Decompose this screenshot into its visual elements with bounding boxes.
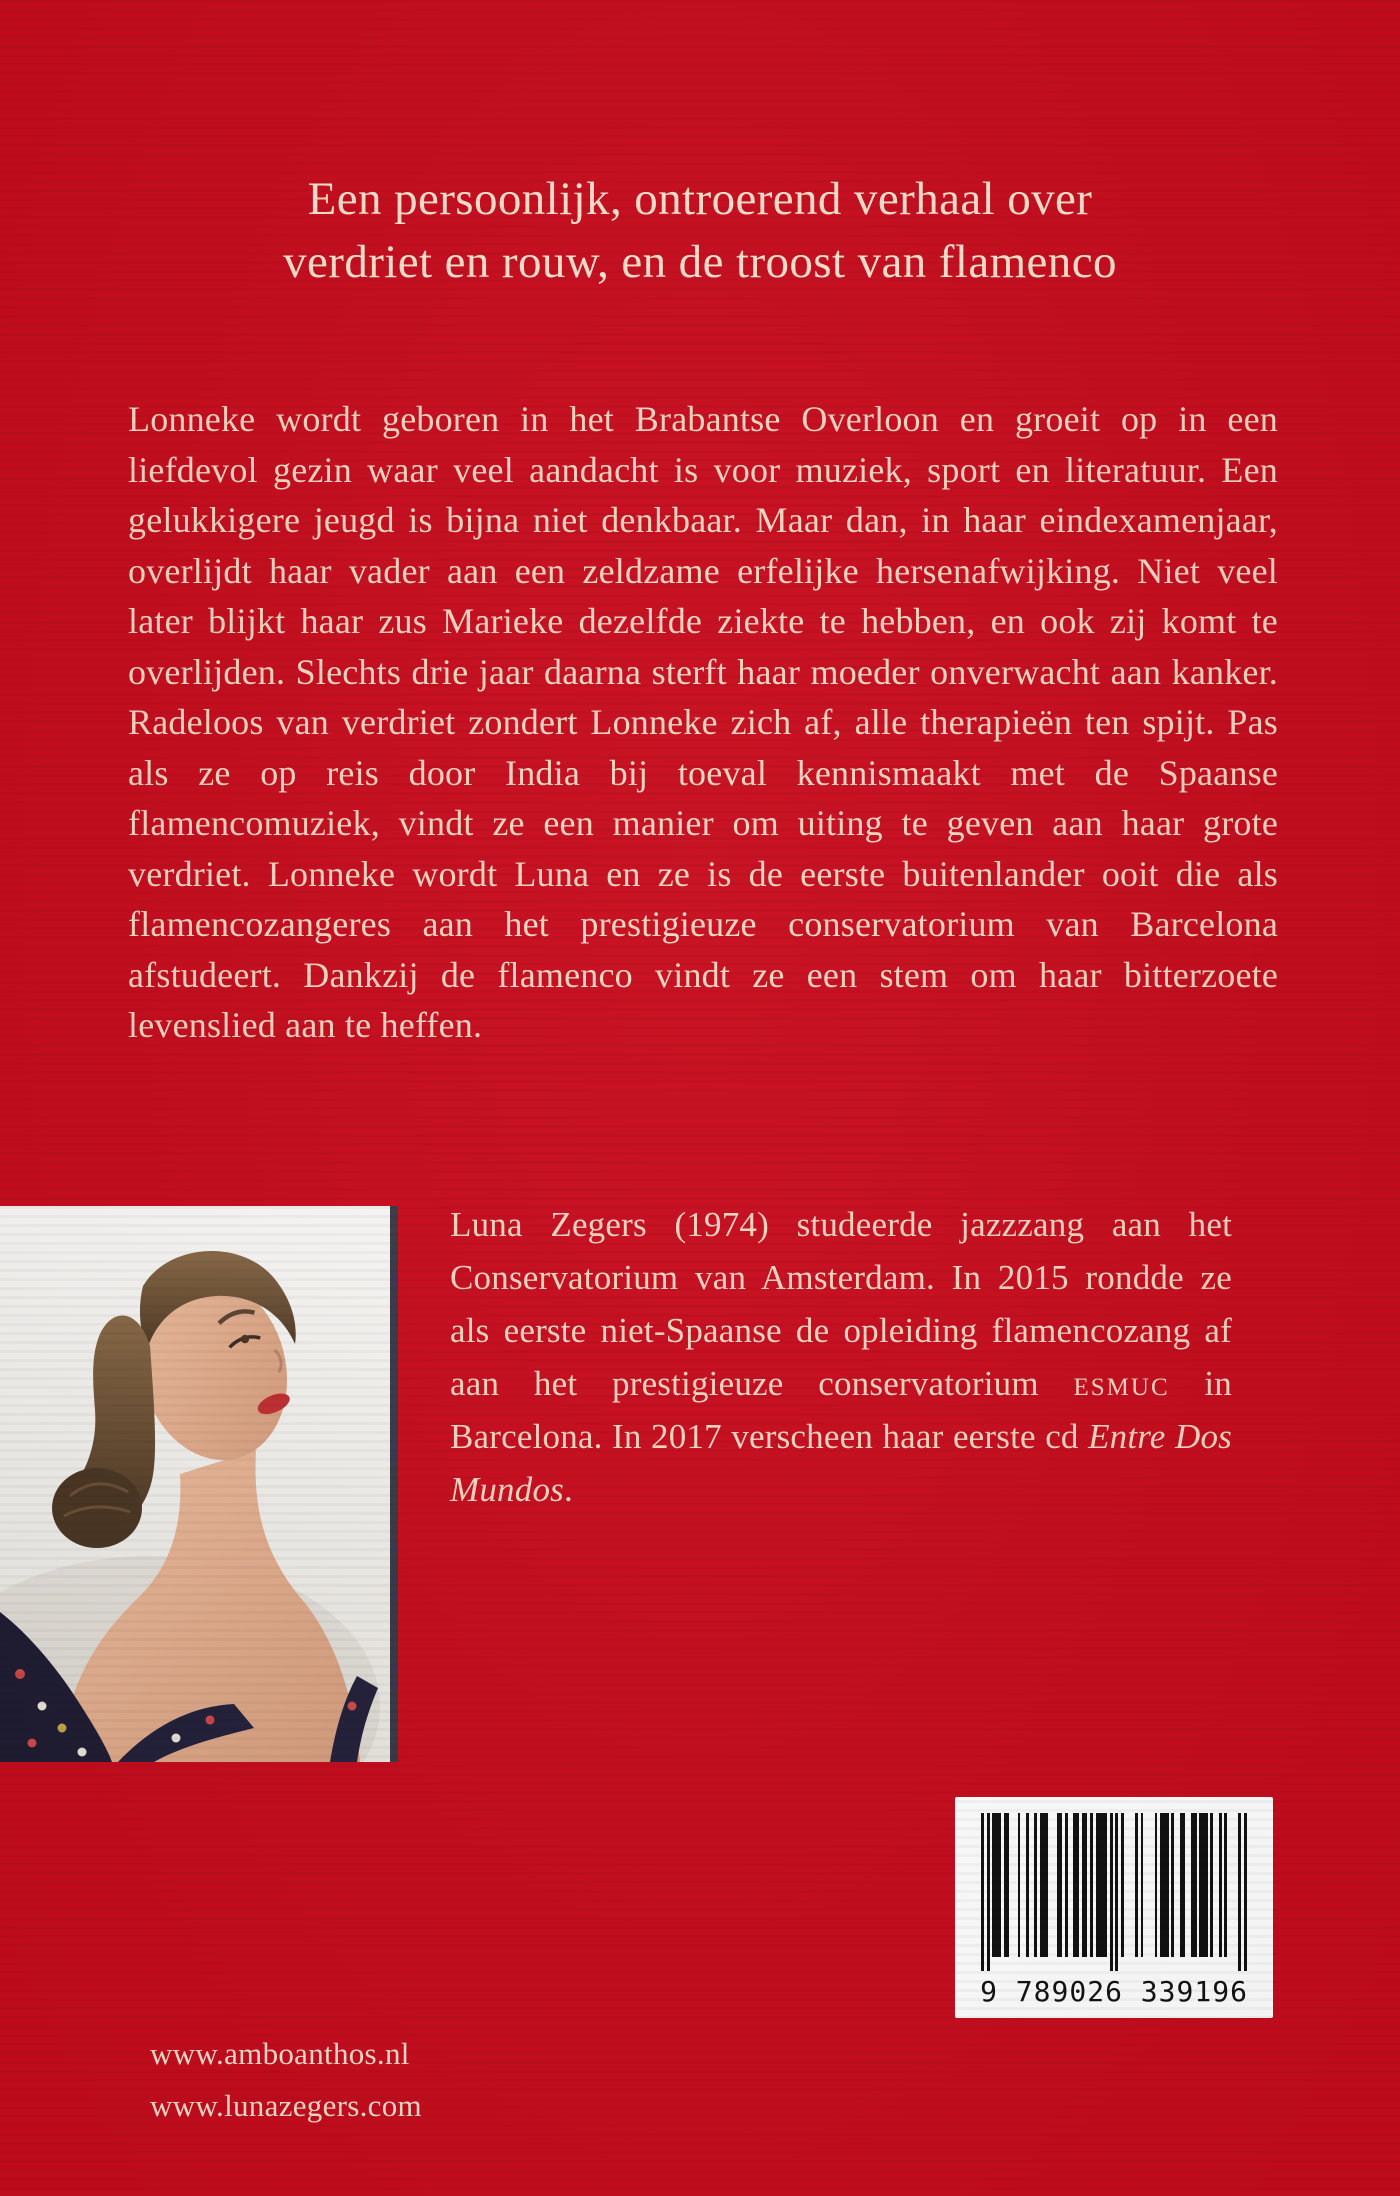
bio-closing: . (563, 1470, 573, 1509)
headline-line-2: verdriet en rouw, en de troost van flamenco (283, 236, 1117, 288)
author-bio (450, 1198, 1232, 1516)
synopsis-text: Lonneke wordt geboren in het Brabantse Overloon en groeit op in een liefdevol gezin waar veel aandacht is voor muziek, sport en literatuur. Een gelukkigere jeugd is bijna niet denkbaar. Maar dan, in haar eindexamenjaar, overlijdt haar vader aan een zeldzame erfelijke hersenafwijking. Niet veel later blijkt haar zus Marieke dezelfde ziekte te hebben, en ook zij komt te overlijden. Slechts drie jaar daarna sterft haar moeder onverwacht aan kanker. Radeloos van verdriet zondert Lonneke zich af, alle therapieën ten spijt. Pas als ze op reis door India bij toeval kennismaakt met de Spaanse flamencomuziek, vindt ze een manier om uiting te geven aan haar grote verdriet. Lonneke wordt Luna en ze is de eerste buitenlander ooit die als flamencozangeres aan het prestigieuze conservatorium van Barcelona afstudeert. Dankzij de flamenco vindt ze een stem om haar bitterzoete levenslied aan te heffen. (128, 399, 1278, 1045)
headline-line-1: Een persoonlijk, ontroerend verhaal over (307, 173, 1093, 225)
barcode-number: 9 789026 339196 (980, 1975, 1248, 2008)
bio-cd-title: Entre Dos Mundos (450, 1417, 1232, 1509)
bio-institution: esmuc (1073, 1364, 1170, 1403)
photo-edge-shadow (390, 1206, 398, 1762)
headline (0, 168, 1400, 294)
barcode (955, 1797, 1273, 2018)
barcode-bars (980, 1813, 1248, 1973)
website-publisher: www.amboanthos.nl (150, 2036, 410, 2071)
bio-intro: Luna Zegers (1974) studeerde jazzzang aan het Conservatorium van Amsterdam. In 2015 rondde ze als eerste niet-Spaanse de opleiding flamencozang af aan het prestigieuze conservatorium (450, 1205, 1232, 1403)
barcode-module (1244, 1813, 1247, 1971)
websites (150, 2028, 422, 2132)
author-photo-illustration (0, 1206, 398, 1762)
author-photo (0, 1206, 398, 1762)
website-author: www.lunazegers.com (150, 2088, 422, 2123)
bio-middle: in Barcelona. In 2017 verscheen haar eerste cd (450, 1364, 1233, 1456)
